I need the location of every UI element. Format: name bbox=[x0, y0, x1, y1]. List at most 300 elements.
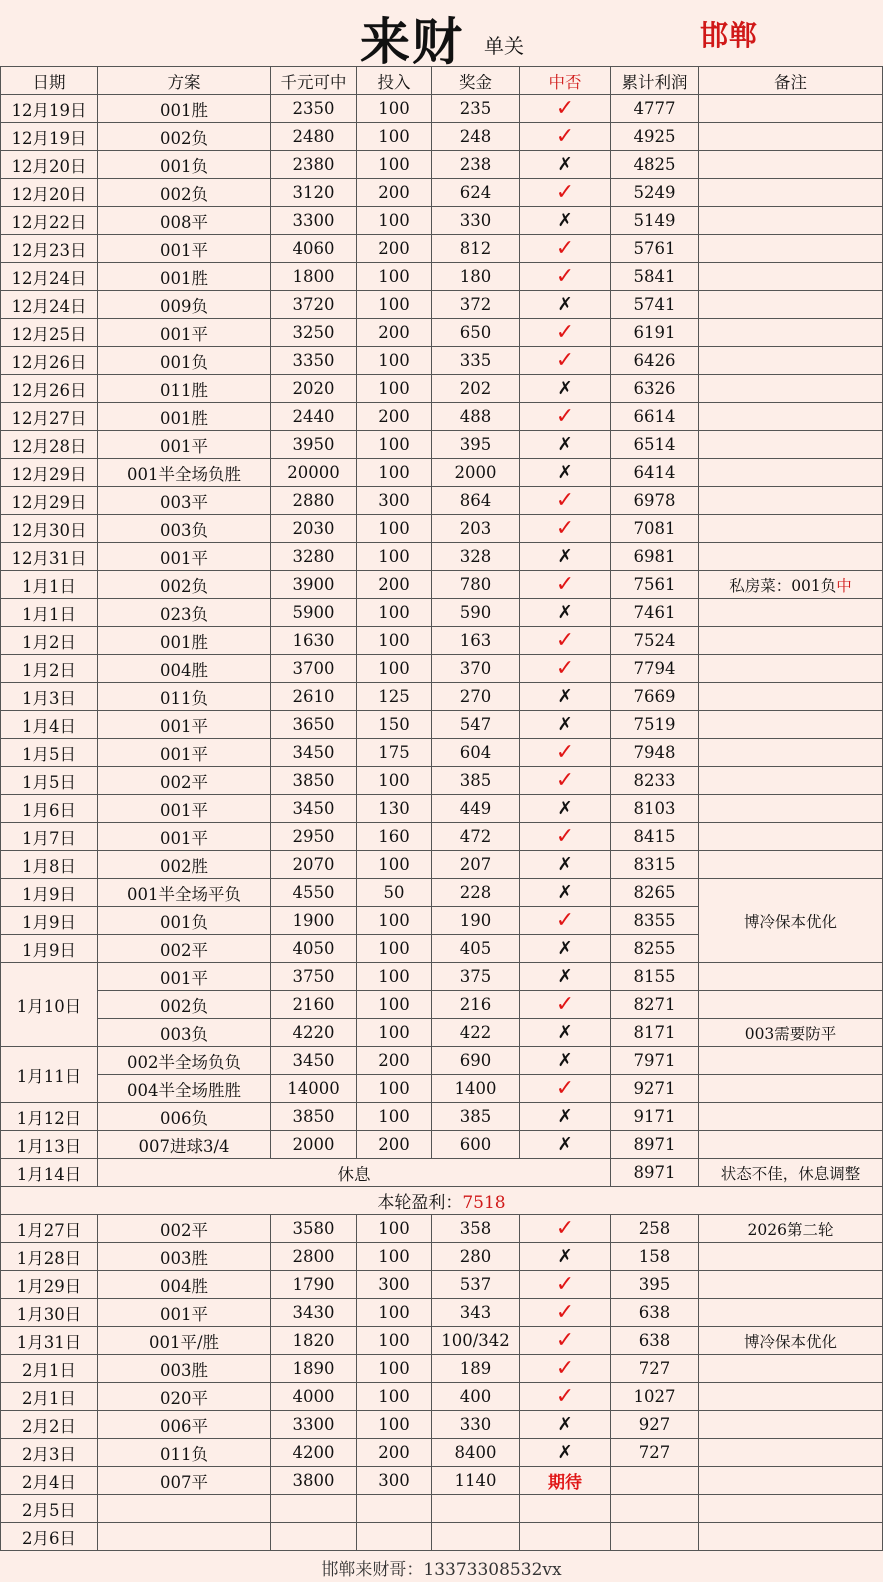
check-icon: ✓ bbox=[555, 263, 575, 289]
profit-cell: 7561 bbox=[611, 571, 699, 599]
odds-cell: 4200 bbox=[271, 1439, 357, 1467]
profit-cell: 6514 bbox=[611, 431, 699, 459]
plan-cell: 003平 bbox=[98, 487, 271, 515]
prize-cell: 547 bbox=[432, 711, 520, 739]
note-cell bbox=[699, 1299, 883, 1327]
profit-cell: 7524 bbox=[611, 627, 699, 655]
plan-cell: 006平 bbox=[98, 1411, 271, 1439]
odds-cell: 3300 bbox=[271, 1411, 357, 1439]
plan-cell: 001平 bbox=[98, 235, 271, 263]
odds-cell: 3850 bbox=[271, 1103, 357, 1131]
note-cell bbox=[699, 151, 883, 179]
note-cell bbox=[699, 711, 883, 739]
stake-cell: 100 bbox=[357, 1019, 432, 1047]
date-cell: 1月2日 bbox=[1, 627, 98, 655]
odds-cell: 2800 bbox=[271, 1243, 357, 1271]
plan-cell: 011负 bbox=[98, 1439, 271, 1467]
plan-cell: 002平 bbox=[98, 935, 271, 963]
hit-cell bbox=[520, 431, 611, 459]
plan-cell: 003负 bbox=[98, 515, 271, 543]
hit-cell bbox=[520, 683, 611, 711]
plan-cell: 001负 bbox=[98, 347, 271, 375]
summary-row bbox=[1, 1187, 883, 1215]
odds-cell: 4060 bbox=[271, 235, 357, 263]
note-cell bbox=[699, 655, 883, 683]
date-cell: 12月19日 bbox=[1, 123, 98, 151]
date-cell: 12月29日 bbox=[1, 459, 98, 487]
check-icon: ✓ bbox=[555, 571, 575, 597]
stake-cell: 125 bbox=[357, 683, 432, 711]
cross-icon: ✗ bbox=[557, 882, 573, 903]
table-row bbox=[1, 1411, 883, 1439]
stake-cell: 100 bbox=[357, 123, 432, 151]
date-cell: 12月27日 bbox=[1, 403, 98, 431]
prize-cell: 202 bbox=[432, 375, 520, 403]
table-row bbox=[1, 1439, 883, 1467]
stake-cell: 100 bbox=[357, 655, 432, 683]
date-cell: 1月12日 bbox=[1, 1103, 98, 1131]
table-row bbox=[1, 1383, 883, 1411]
prize-cell: 190 bbox=[432, 907, 520, 935]
date-cell: 1月6日 bbox=[1, 795, 98, 823]
header-notes: 备注 bbox=[699, 67, 883, 95]
note-cell bbox=[699, 991, 883, 1019]
profit-cell: 6978 bbox=[611, 487, 699, 515]
note-cell bbox=[699, 851, 883, 879]
prize-cell: 180 bbox=[432, 263, 520, 291]
plan-cell: 001平 bbox=[98, 319, 271, 347]
check-icon: ✓ bbox=[555, 1383, 575, 1409]
date-cell: 12月29日 bbox=[1, 487, 98, 515]
cross-icon: ✗ bbox=[557, 1442, 573, 1463]
date-cell: 2月2日 bbox=[1, 1411, 98, 1439]
profit-cell: 8315 bbox=[611, 851, 699, 879]
profit-cell bbox=[611, 1523, 699, 1551]
profit-cell: 7519 bbox=[611, 711, 699, 739]
hit-cell bbox=[520, 403, 611, 431]
date-cell: 1月28日 bbox=[1, 1243, 98, 1271]
stake-cell: 100 bbox=[357, 907, 432, 935]
odds-cell: 2440 bbox=[271, 403, 357, 431]
profit-cell: 258 bbox=[611, 1215, 699, 1243]
header-profit: 累计利润 bbox=[611, 67, 699, 95]
cross-icon: ✗ bbox=[557, 1414, 573, 1435]
prize-cell: 235 bbox=[432, 95, 520, 123]
prize-cell: 372 bbox=[432, 291, 520, 319]
hit-cell bbox=[520, 627, 611, 655]
check-icon: ✓ bbox=[555, 1299, 575, 1325]
cross-icon: ✗ bbox=[557, 602, 573, 623]
plan-cell: 004胜 bbox=[98, 1271, 271, 1299]
hit-cell bbox=[520, 1019, 611, 1047]
note-cell bbox=[699, 1523, 883, 1551]
profit-cell: 7081 bbox=[611, 515, 699, 543]
stake-cell: 100 bbox=[357, 851, 432, 879]
odds-cell: 3900 bbox=[271, 571, 357, 599]
table-row bbox=[1, 319, 883, 347]
prize-cell: 330 bbox=[432, 207, 520, 235]
note-cell bbox=[699, 207, 883, 235]
stake-cell: 100 bbox=[357, 207, 432, 235]
stake-cell: 300 bbox=[357, 1271, 432, 1299]
stake-cell: 100 bbox=[357, 459, 432, 487]
header-stake: 投入 bbox=[357, 67, 432, 95]
prize-cell: 864 bbox=[432, 487, 520, 515]
cross-icon: ✗ bbox=[557, 546, 573, 567]
odds-cell: 1630 bbox=[271, 627, 357, 655]
table-row bbox=[1, 851, 883, 879]
table-row bbox=[1, 543, 883, 571]
check-icon: ✓ bbox=[555, 739, 575, 765]
hit-cell bbox=[520, 95, 611, 123]
odds-cell: 2070 bbox=[271, 851, 357, 879]
odds-cell: 2030 bbox=[271, 515, 357, 543]
note-cell bbox=[699, 319, 883, 347]
profit-cell: 638 bbox=[611, 1299, 699, 1327]
check-icon: ✓ bbox=[555, 1075, 575, 1101]
profit-cell: 8255 bbox=[611, 935, 699, 963]
stake-cell: 200 bbox=[357, 571, 432, 599]
pending-label: 期待 bbox=[548, 1473, 582, 1493]
odds-cell: 1820 bbox=[271, 1327, 357, 1355]
check-icon: ✓ bbox=[555, 1327, 575, 1353]
odds-cell: 3720 bbox=[271, 291, 357, 319]
stake-cell: 200 bbox=[357, 235, 432, 263]
table-row bbox=[1, 1467, 883, 1495]
title-bar bbox=[0, 0, 883, 71]
date-cell: 12月22日 bbox=[1, 207, 98, 235]
hit-cell bbox=[520, 963, 611, 991]
date-cell: 1月9日 bbox=[1, 907, 98, 935]
stake-cell: 100 bbox=[357, 431, 432, 459]
profit-cell: 727 bbox=[611, 1355, 699, 1383]
table-row bbox=[1, 1495, 883, 1523]
cross-icon: ✗ bbox=[557, 378, 573, 399]
date-cell: 1月1日 bbox=[1, 571, 98, 599]
cross-icon: ✗ bbox=[557, 1134, 573, 1155]
prize-cell: 780 bbox=[432, 571, 520, 599]
prize-cell: 624 bbox=[432, 179, 520, 207]
plan-cell: 001负 bbox=[98, 151, 271, 179]
profit-cell: 5761 bbox=[611, 235, 699, 263]
table-row bbox=[1, 795, 883, 823]
note-cell: 博冷保本优化 bbox=[699, 1327, 883, 1355]
odds-cell: 2380 bbox=[271, 151, 357, 179]
profit-cell: 395 bbox=[611, 1271, 699, 1299]
stake-cell: 100 bbox=[357, 347, 432, 375]
plan-cell: 001胜 bbox=[98, 403, 271, 431]
profit-cell: 8971 bbox=[611, 1131, 699, 1159]
plan-cell: 003负 bbox=[98, 1019, 271, 1047]
profit-cell: 8355 bbox=[611, 907, 699, 935]
note-cell bbox=[699, 543, 883, 571]
prize-cell: 385 bbox=[432, 1103, 520, 1131]
cross-icon: ✗ bbox=[557, 798, 573, 819]
check-icon: ✓ bbox=[555, 907, 575, 933]
odds-cell: 3950 bbox=[271, 431, 357, 459]
plan-cell: 003胜 bbox=[98, 1355, 271, 1383]
odds-cell: 3280 bbox=[271, 543, 357, 571]
stake-cell: 50 bbox=[357, 879, 432, 907]
table-row bbox=[1, 1523, 883, 1551]
check-icon: ✓ bbox=[555, 627, 575, 653]
odds-cell: 3850 bbox=[271, 767, 357, 795]
note-cell bbox=[699, 1271, 883, 1299]
prize-cell: 812 bbox=[432, 235, 520, 263]
hit-cell bbox=[520, 1103, 611, 1131]
profit-cell: 7669 bbox=[611, 683, 699, 711]
table-row bbox=[1, 263, 883, 291]
prize-cell: 488 bbox=[432, 403, 520, 431]
profit-cell: 8271 bbox=[611, 991, 699, 1019]
plan-cell: 002负 bbox=[98, 123, 271, 151]
note-cell bbox=[699, 375, 883, 403]
prize-cell: 422 bbox=[432, 1019, 520, 1047]
footer-contact: 邯郸来财哥：13373308532vx bbox=[321, 1560, 562, 1580]
date-cell: 2月4日 bbox=[1, 1467, 98, 1495]
hit-cell bbox=[520, 907, 611, 935]
profit-cell: 6414 bbox=[611, 459, 699, 487]
hit-cell bbox=[520, 347, 611, 375]
stake-cell: 200 bbox=[357, 403, 432, 431]
note-cell: 003需要防平 bbox=[699, 1019, 883, 1047]
cross-icon: ✗ bbox=[557, 854, 573, 875]
prize-cell: 207 bbox=[432, 851, 520, 879]
hit-cell bbox=[520, 711, 611, 739]
date-cell: 12月25日 bbox=[1, 319, 98, 347]
stake-cell bbox=[357, 1495, 432, 1523]
date-cell: 1月1日 bbox=[1, 599, 98, 627]
hit-cell bbox=[520, 1271, 611, 1299]
date-cell: 1月27日 bbox=[1, 1215, 98, 1243]
plan-cell: 001平 bbox=[98, 963, 271, 991]
plan-cell: 002胜 bbox=[98, 851, 271, 879]
table-row bbox=[1, 291, 883, 319]
hit-cell bbox=[520, 123, 611, 151]
check-icon: ✓ bbox=[555, 991, 575, 1017]
cross-icon: ✗ bbox=[557, 714, 573, 735]
check-icon: ✓ bbox=[555, 515, 575, 541]
note-cell bbox=[699, 1131, 883, 1159]
profit-cell: 8103 bbox=[611, 795, 699, 823]
profit-cell: 7794 bbox=[611, 655, 699, 683]
odds-cell: 2020 bbox=[271, 375, 357, 403]
hit-cell bbox=[520, 935, 611, 963]
stake-cell: 100 bbox=[357, 1103, 432, 1131]
stake-cell: 130 bbox=[357, 795, 432, 823]
plan-cell: 002负 bbox=[98, 179, 271, 207]
hit-cell bbox=[520, 291, 611, 319]
date-cell: 1月9日 bbox=[1, 935, 98, 963]
odds-cell: 14000 bbox=[271, 1075, 357, 1103]
prize-cell: 189 bbox=[432, 1355, 520, 1383]
odds-cell: 2160 bbox=[271, 991, 357, 1019]
odds-cell: 3580 bbox=[271, 1215, 357, 1243]
profit-cell: 8171 bbox=[611, 1019, 699, 1047]
stake-cell: 200 bbox=[357, 319, 432, 347]
stake-cell: 100 bbox=[357, 515, 432, 543]
stake-cell: 100 bbox=[357, 291, 432, 319]
plan-cell: 008平 bbox=[98, 207, 271, 235]
odds-cell: 3430 bbox=[271, 1299, 357, 1327]
note-cell bbox=[699, 179, 883, 207]
note-cell bbox=[699, 487, 883, 515]
plan-cell: 011胜 bbox=[98, 375, 271, 403]
table-row bbox=[1, 235, 883, 263]
odds-cell: 2350 bbox=[271, 95, 357, 123]
profit-cell: 727 bbox=[611, 1439, 699, 1467]
table-row bbox=[1, 1299, 883, 1327]
prize-cell: 330 bbox=[432, 1411, 520, 1439]
stake-cell: 150 bbox=[357, 711, 432, 739]
profit-cell: 6614 bbox=[611, 403, 699, 431]
plan-cell: 001平 bbox=[98, 1299, 271, 1327]
prize-cell: 2000 bbox=[432, 459, 520, 487]
odds-cell: 4550 bbox=[271, 879, 357, 907]
stake-cell: 100 bbox=[357, 1075, 432, 1103]
table-row bbox=[1, 739, 883, 767]
plan-cell: 001平 bbox=[98, 739, 271, 767]
date-cell: 12月24日 bbox=[1, 263, 98, 291]
date-cell: 1月7日 bbox=[1, 823, 98, 851]
prize-cell: 343 bbox=[432, 1299, 520, 1327]
table-row bbox=[1, 1327, 883, 1355]
table-row bbox=[1, 1047, 883, 1075]
profit-cell: 5841 bbox=[611, 263, 699, 291]
plan-cell: 011负 bbox=[98, 683, 271, 711]
stake-cell: 100 bbox=[357, 627, 432, 655]
stake-cell: 100 bbox=[357, 599, 432, 627]
note-cell bbox=[699, 1383, 883, 1411]
plan-cell: 006负 bbox=[98, 1103, 271, 1131]
prize-cell: 270 bbox=[432, 683, 520, 711]
table-row bbox=[1, 683, 883, 711]
profit-cell: 6426 bbox=[611, 347, 699, 375]
table-row bbox=[1, 571, 883, 599]
odds-cell: 2950 bbox=[271, 823, 357, 851]
date-cell: 1月30日 bbox=[1, 1299, 98, 1327]
table-row bbox=[1, 431, 883, 459]
odds-cell: 3450 bbox=[271, 1047, 357, 1075]
prize-cell: 604 bbox=[432, 739, 520, 767]
odds-cell: 1890 bbox=[271, 1355, 357, 1383]
profit-cell: 8971 bbox=[611, 1159, 699, 1187]
plan-cell: 001半全场负胜 bbox=[98, 459, 271, 487]
summary-value: 7518 bbox=[462, 1193, 506, 1213]
region-stamp: 邯郸 bbox=[700, 19, 759, 52]
odds-cell: 1800 bbox=[271, 263, 357, 291]
cross-icon: ✗ bbox=[557, 154, 573, 175]
odds-cell: 3300 bbox=[271, 207, 357, 235]
check-icon: ✓ bbox=[555, 179, 575, 205]
check-icon: ✓ bbox=[555, 347, 575, 373]
hit-cell bbox=[520, 487, 611, 515]
hit-cell bbox=[520, 1439, 611, 1467]
plan-cell: 003胜 bbox=[98, 1243, 271, 1271]
plan-cell: 001胜 bbox=[98, 95, 271, 123]
plan-cell bbox=[98, 1495, 271, 1523]
profit-cell: 7971 bbox=[611, 1047, 699, 1075]
check-icon: ✓ bbox=[555, 1215, 575, 1241]
cross-icon: ✗ bbox=[557, 462, 573, 483]
hit-cell bbox=[520, 1075, 611, 1103]
note-cell: 博冷保本优化 bbox=[699, 879, 883, 963]
plan-cell: 009负 bbox=[98, 291, 271, 319]
plan-cell: 020平 bbox=[98, 1383, 271, 1411]
stake-cell: 100 bbox=[357, 1383, 432, 1411]
note-cell bbox=[699, 1103, 883, 1131]
profit-cell: 9171 bbox=[611, 1103, 699, 1131]
plan-cell: 001胜 bbox=[98, 263, 271, 291]
date-cell: 1月4日 bbox=[1, 711, 98, 739]
rest-row bbox=[1, 1159, 883, 1187]
prize-cell bbox=[432, 1495, 520, 1523]
hit-cell bbox=[520, 1411, 611, 1439]
date-cell: 2月1日 bbox=[1, 1355, 98, 1383]
profit-cell: 158 bbox=[611, 1243, 699, 1271]
hit-cell bbox=[520, 571, 611, 599]
header-per-thousand: 千元可中 bbox=[271, 67, 357, 95]
table-row bbox=[1, 95, 883, 123]
plan-cell: 007进球3/4 bbox=[98, 1131, 271, 1159]
date-cell: 1月10日 bbox=[1, 963, 98, 1047]
table-row bbox=[1, 823, 883, 851]
rest-label: 休息 bbox=[98, 1159, 611, 1187]
date-cell: 1月13日 bbox=[1, 1131, 98, 1159]
hit-cell bbox=[520, 1495, 611, 1523]
profit-cell: 5741 bbox=[611, 291, 699, 319]
stake-cell: 300 bbox=[357, 487, 432, 515]
table-row bbox=[1, 179, 883, 207]
prize-cell: 375 bbox=[432, 963, 520, 991]
cross-icon: ✗ bbox=[557, 938, 573, 959]
hit-cell bbox=[520, 515, 611, 543]
check-icon: ✓ bbox=[555, 655, 575, 681]
prize-cell: 228 bbox=[432, 879, 520, 907]
prize-cell: 216 bbox=[432, 991, 520, 1019]
profit-cell: 6981 bbox=[611, 543, 699, 571]
plan-cell: 001平 bbox=[98, 823, 271, 851]
prize-cell: 238 bbox=[432, 151, 520, 179]
table-row bbox=[1, 1131, 883, 1159]
table-row bbox=[1, 375, 883, 403]
hit-cell bbox=[520, 1467, 611, 1495]
prize-cell: 1400 bbox=[432, 1075, 520, 1103]
plan-cell: 001平/胜 bbox=[98, 1327, 271, 1355]
hit-cell bbox=[520, 767, 611, 795]
plan-cell: 002平 bbox=[98, 1215, 271, 1243]
hit-cell bbox=[520, 1215, 611, 1243]
stake-cell: 100 bbox=[357, 263, 432, 291]
hit-cell bbox=[520, 851, 611, 879]
date-cell: 1月11日 bbox=[1, 1047, 98, 1103]
table-row bbox=[1, 123, 883, 151]
note-cell bbox=[699, 1467, 883, 1495]
note-cell bbox=[699, 403, 883, 431]
note-cell bbox=[699, 263, 883, 291]
table-row bbox=[1, 1243, 883, 1271]
stake-cell: 200 bbox=[357, 179, 432, 207]
table-row bbox=[1, 879, 883, 907]
profit-cell: 5149 bbox=[611, 207, 699, 235]
note-cell bbox=[699, 571, 883, 599]
odds-cell: 3750 bbox=[271, 963, 357, 991]
table-row bbox=[1, 991, 883, 1019]
plan-cell: 002半全场负负 bbox=[98, 1047, 271, 1075]
prize-cell bbox=[432, 1523, 520, 1551]
odds-cell: 4220 bbox=[271, 1019, 357, 1047]
stake-cell: 100 bbox=[357, 1243, 432, 1271]
